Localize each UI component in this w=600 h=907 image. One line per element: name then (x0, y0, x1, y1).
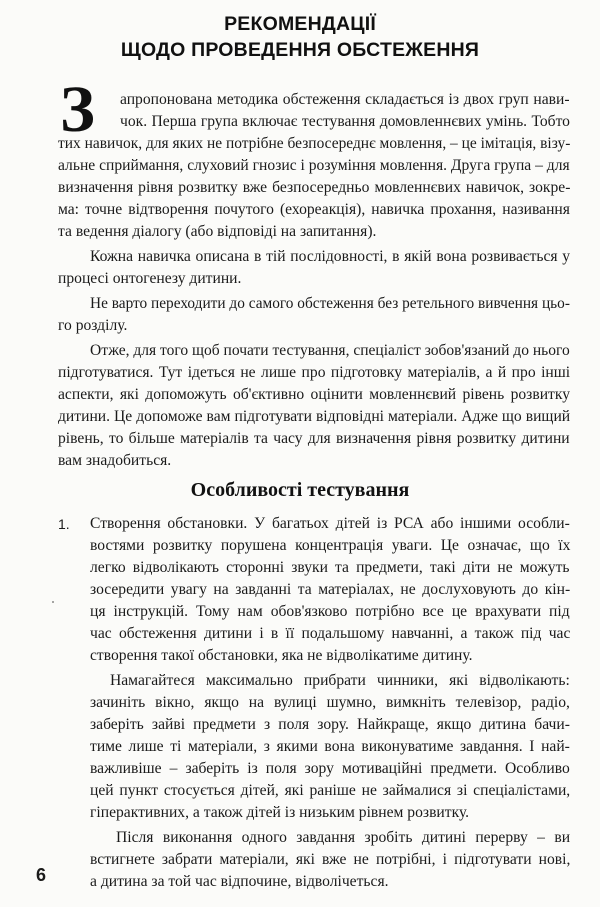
list-paragraph-line: заберіть зайві предмети з поля зору. Найкраще, якщо дитина бачи- (90, 716, 570, 733)
paragraph-line: рівень, то більше матеріалів та часу для визначення рівня розвитку дитини (58, 430, 570, 447)
paragraph-line: аспекти, які допоможуть об'єктивно оцінити мовленнєвий рівень розвитку (58, 386, 571, 403)
intro-line: та ведення діалогу (або відповіді на запитання). (58, 223, 377, 240)
paragraph-line: Кожна навичка описана в тій послідовності, в якій вона розвивається у (90, 248, 571, 265)
list-paragraph-line: зачиніть вікно, якщо на вулиці шумно, вимкніть телевізор, радіо, (90, 694, 570, 711)
page-number: 6 (36, 865, 47, 885)
list-item-number: 1. (58, 516, 70, 532)
list-item-line: створення такої обстановки, яка не відволікатиме дитину. (90, 647, 473, 664)
list-paragraph-line: Намагайтеся максимально прибрати чинники, які відволікають: (110, 672, 570, 689)
list-paragraph-line: а дитина за той час відпочине, відволічеться. (90, 873, 389, 890)
paragraph-line: вам знадобиться. (58, 452, 172, 469)
intro-line: ма: точне відтворення почутого (ехореакція), навичка прохання, називання (58, 201, 570, 218)
paragraph-line: го розділу. (58, 317, 128, 334)
list-paragraph-line: Після виконання одного завдання зробіть дитині перерву – ви (116, 829, 571, 846)
list-paragraph-line: тиме лише ті матеріали, з якими вона виконуватиме завдання. І най- (90, 738, 570, 755)
intro-line: апропонована методика обстеження складається із двох груп нави- (120, 91, 570, 108)
paragraph-line: Не варто переходити до самого обстеження без ретельного вивчення цьо- (90, 295, 570, 312)
list-item-line: зосередити увагу на завданні та матеріалах, не дослуховують до кін- (90, 581, 571, 598)
list-item-line: Створення обстановки. У багатьох дітей із РСА або іншими особли- (90, 515, 570, 532)
list-paragraph-line: встигнете забрати матеріали, які вже не потрібні, і підготувати нові, (90, 851, 571, 868)
list-paragraph-line: цей пункт стосується дітей, які раніше не займалися зі спеціалістами, (90, 782, 571, 799)
drop-cap: З (60, 73, 95, 146)
paragraph-line: процесі онтогенезу дитини. (58, 270, 242, 287)
list-paragraph-line: важливіше – заберіть із поля зору мотиваційні предмети. Особливо (90, 760, 570, 777)
list-item-line: ця інструкцій. Тому нам обов'язково потрібно все це врахувати під (90, 603, 570, 620)
intro-line: альне сприймання, слуховий гнозис і розуміння мовлення. Друга група – для (58, 157, 570, 174)
paragraph-line: дитини. Це допоможе вам підготувати відповідні матеріали. Адже що вищий (58, 408, 571, 425)
paragraph-line: підготуватися. Тут ідеться не лише про підготовку матеріалів, а й про інші (58, 364, 571, 381)
print-speck (52, 601, 54, 603)
paragraph-line: Отже, для того щоб почати тестування, спеціаліст зобов'язаний до нього (90, 342, 570, 359)
section-heading: Особливості тестування (190, 479, 410, 501)
list-item-line: час обстеження дитини і в її подальшому навчанні, а також під час (90, 625, 571, 642)
intro-line: тих навичок, для яких не потрібне безпосереднє мовлення, – це імітація, візу- (58, 135, 571, 152)
list-item-line: легко відволікають сторонні звуки та предмети, такі діти не можуть (90, 559, 570, 576)
intro-line: чок. Перша група включає тестування домовленнєвих умінь. Тобто (120, 113, 570, 130)
list-paragraph-line: гіперактивних, а також дітей із низьким рівнем розвитку. (90, 804, 470, 821)
intro-line: визначення рівня розвитку вже безпосередньо мовленнєвих навичок, зокре- (58, 179, 571, 196)
page-title-line-2: ЩОДО ПРОВЕДЕННЯ ОБСТЕЖЕННЯ (120, 39, 480, 61)
list-item-line: востями розвитку порушена концентрація уваги. Це означає, що їх (90, 537, 571, 554)
page-title-line-1: РЕКОМЕНДАЦІЇ (224, 13, 376, 35)
